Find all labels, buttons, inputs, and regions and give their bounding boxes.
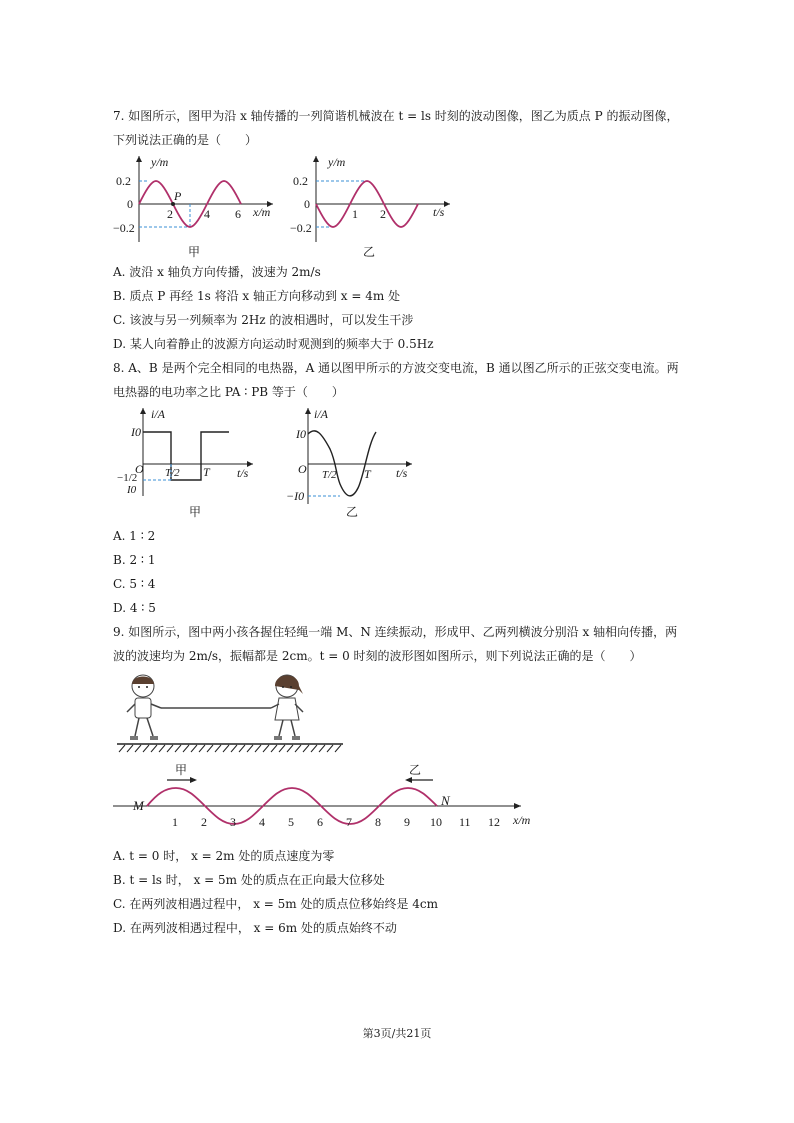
- q9-option-d: D. 在两列波相遇过程中， x = 6m 处的质点始终不动: [113, 921, 397, 935]
- q8-stem-line1: 8. A、B 是两个完全相同的电热器，A 通以图甲所示的方波交变电流，B 通以图乙所示的正弦交变电流。两: [113, 361, 679, 375]
- q7-stem-line2: 下列说法正确的是（ ）: [113, 133, 258, 147]
- caption-jia: 甲: [188, 245, 201, 259]
- tick-y-bottom: −0.2: [113, 221, 135, 235]
- q9-option-c: C. 在两列波相遇过程中， x = 5m 处的质点位移始终是 4cm: [113, 897, 439, 911]
- tick-9: 9: [404, 815, 410, 829]
- q9-stem-line1: 9. 如图所示，图中两小孩各握住轻绳一端 M、N 连续振动，形成甲、乙两列横波分别沿 x 轴相向传播，两: [113, 625, 678, 639]
- caption-jia: 甲: [189, 505, 202, 519]
- q8-option-b: B. 2 ∶ 1: [113, 553, 156, 567]
- tick-x-4: 4: [204, 207, 210, 221]
- q9-stem-line2: 波的波速均为 2m/s，振幅都是 2cm。t = 0 时刻的波形图如图所示，则下列说法正确的是（ ）: [113, 649, 642, 663]
- label-neg-i0: −I0: [286, 489, 305, 503]
- y-axis-label: y/m: [328, 155, 346, 169]
- q7-figure-left: [113, 152, 283, 262]
- label-half-t: T/2: [322, 469, 337, 481]
- tick-x-2: 2: [167, 207, 173, 221]
- label-m: M: [133, 798, 144, 813]
- t-axis-label: t/s: [433, 205, 445, 219]
- label-i0: I0: [296, 427, 306, 441]
- label-half-t: T/2: [165, 467, 180, 479]
- tick-x-6: 6: [235, 207, 241, 221]
- child-right: [271, 675, 303, 740]
- tick-12: 12: [488, 815, 500, 829]
- tick-3: 3: [230, 815, 236, 829]
- label-n: N: [441, 793, 450, 808]
- q8-figure-left: [113, 404, 263, 522]
- tick-5: 5: [288, 815, 294, 829]
- x-axis-label: t/s: [237, 466, 249, 480]
- label-i0: I0: [131, 425, 141, 439]
- tick-y-top: 0.2: [293, 174, 308, 188]
- q8-stem-line2: 电热器的电功率之比 PA ∶ PB 等于（ ）: [113, 385, 344, 399]
- tick-y-zero: 0: [304, 197, 310, 211]
- label-neg-half: −1/2: [117, 472, 138, 484]
- child-left: [127, 675, 161, 740]
- page-footer: 第3页/共21页: [362, 1027, 432, 1040]
- label-yi: 乙: [409, 763, 422, 777]
- q8-option-d: D. 4 ∶ 5: [113, 601, 156, 615]
- sine-current: [308, 431, 376, 496]
- tick-t-2: 2: [380, 207, 386, 221]
- q7-option-d: D. 某人向着静止的波源方向运动时观测到的频率大于 0.5Hz: [113, 337, 434, 351]
- square-wave: [143, 432, 229, 480]
- x-axis-label: t/s: [396, 466, 408, 480]
- tick-8: 8: [375, 815, 381, 829]
- tick-6: 6: [317, 815, 323, 829]
- label-t: T: [203, 465, 210, 479]
- q9-children-illustration: [113, 670, 353, 756]
- tick-11: 11: [459, 815, 471, 829]
- q9-wave-figure: [113, 760, 553, 836]
- tick-1: 1: [172, 815, 178, 829]
- x-axis-label: x/m: [513, 813, 531, 827]
- q7-option-c: C. 该波与另一列频率为 2Hz 的波相遇时，可以发生干涉: [113, 313, 414, 327]
- label-t: T: [364, 467, 371, 481]
- q7-figure-right: [290, 152, 460, 262]
- tick-4: 4: [259, 815, 265, 829]
- tick-y-zero: 0: [127, 197, 133, 211]
- ground-hatch: [119, 745, 341, 752]
- label-origin: O: [135, 462, 144, 476]
- label-neg-half-i0: I0: [127, 484, 137, 496]
- tick-t-1: 1: [352, 207, 358, 221]
- q7-option-a: A. 波沿 x 轴负方向传播，波速为 2m/s: [113, 265, 321, 279]
- q8-figure-right: [280, 404, 430, 522]
- q9-option-a: A. t = 0 时， x = 2m 处的质点速度为零: [113, 849, 335, 863]
- label-jia: 甲: [175, 763, 188, 777]
- q8-option-c: C. 5 ∶ 4: [113, 577, 156, 591]
- q8-option-a: A. 1 ∶ 2: [113, 529, 156, 543]
- point-p-label: P: [174, 189, 182, 203]
- tick-y-top: 0.2: [116, 174, 131, 188]
- tick-10: 10: [430, 815, 442, 829]
- tick-y-bottom: −0.2: [290, 221, 312, 235]
- caption-yi: 乙: [346, 505, 359, 519]
- x-ticks: [172, 815, 500, 829]
- x-axis-label: x/m: [253, 205, 271, 219]
- y-axis-label: i/A: [314, 407, 328, 421]
- caption-yi: 乙: [363, 245, 376, 259]
- q7-stem-line1: 7. 如图所示，图甲为沿 x 轴传播的一列简谐机械波在 t = ls 时刻的波动图像，图乙为质点 P 的振动图像，: [113, 109, 679, 123]
- y-axis-label: i/A: [151, 407, 165, 421]
- y-axis-label: y/m: [151, 155, 169, 169]
- q9-option-b: B. t = ls 时， x = 5m 处的质点在正向最大位移处: [113, 873, 385, 887]
- tick-7: 7: [346, 815, 352, 829]
- tick-2: 2: [201, 815, 207, 829]
- wave-yi: [379, 788, 437, 806]
- q7-option-b: B. 质点 P 再经 1s 将沿 x 轴正方向移动到 x = 4m 处: [113, 289, 401, 303]
- label-origin: O: [298, 462, 307, 476]
